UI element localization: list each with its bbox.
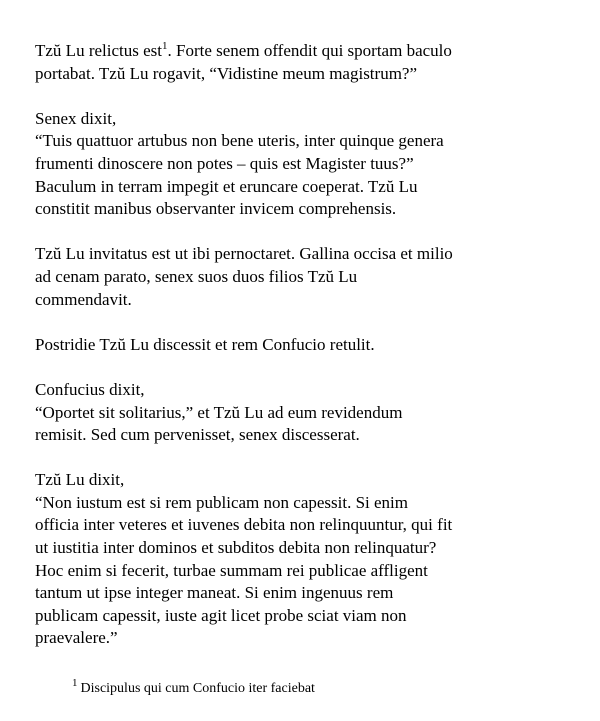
text-line: Senex dixit, <box>35 108 117 128</box>
text-line: remisit. Sed cum pervenisset, senex discesserat. <box>35 425 360 445</box>
paragraph-4 <box>35 334 535 357</box>
text-line: tantum ut ipse integer maneat. Si enim ingenuus rem <box>35 583 394 603</box>
paragraph-6 <box>35 469 535 650</box>
text-line: Tzŭ Lu relictus est$^1$. Forte senem offendit qui sportam baculo <box>35 40 452 60</box>
paragraph-2 <box>35 108 535 221</box>
text-line: officia inter veteres et iuvenes debita non relinquuntur, qui fit <box>35 515 453 535</box>
text-line: Tzŭ Lu invitatus est ut ibi pernoctaret. Gallina occisa et milio <box>35 244 453 264</box>
text-line: Hoc enim si fecerit, turbae summam rei publicae affligent <box>35 560 428 580</box>
text-line: Baculum in terram impegit et eruncare coeperat. Tzŭ Lu <box>35 176 418 196</box>
document-body <box>35 40 535 673</box>
paragraph-1 <box>35 40 535 85</box>
text-line: ad cenam parato, senex suos duos filios Tzŭ Lu <box>35 266 358 286</box>
text-line: Tzŭ Lu dixit, <box>35 470 125 490</box>
text-line: “Non iustum est si rem publicam non capessit. Si enim <box>35 492 409 512</box>
text-line: “Oportet sit solitarius,” et Tzŭ Lu ad eum revidendum <box>35 402 403 422</box>
text-line: constitit manibus observanter invicem comprehensis. <box>35 199 397 219</box>
text-line: ut iustitia inter dominos et subditos debita non relinquatur? <box>35 538 437 558</box>
footnote-marker: 1 <box>72 677 78 689</box>
paragraph-5 <box>35 379 535 447</box>
text-line: frumenti dinoscere non potes – quis est Magister tuus?” <box>35 153 414 173</box>
text-line: commendavit. <box>35 289 132 309</box>
footnote-reference: 1 <box>162 40 168 52</box>
footnote-text: Discipulus qui cum Confucio iter faciebat <box>80 681 315 696</box>
text-line: portabat. Tzŭ Lu rogavit, “Vidistine meum magistrum?” <box>35 63 418 83</box>
text-line: “Tuis quattuor artubus non bene uteris, inter quinque genera <box>35 131 444 151</box>
text-line: publicam capessit, iuste agit licet probe sciat viam non <box>35 605 407 625</box>
text-line: praevalere.” <box>35 628 118 648</box>
paragraph-3 <box>35 243 535 311</box>
footnote <box>72 677 315 698</box>
text-line: Postridie Tzŭ Lu discessit et rem Confucio retulit. <box>35 334 375 354</box>
text-line: Confucius dixit, <box>35 379 145 399</box>
